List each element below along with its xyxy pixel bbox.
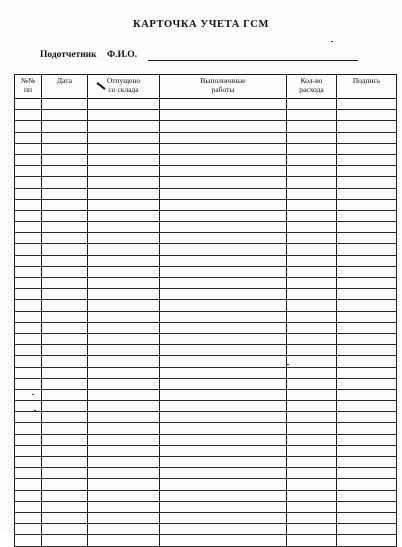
cell-work-done[interactable]: [160, 457, 287, 468]
cell-work-done[interactable]: [160, 423, 287, 434]
cell-signature[interactable]: [337, 222, 397, 233]
cell-signature[interactable]: [337, 389, 397, 400]
fio-field[interactable]: [148, 60, 358, 61]
cell-issued[interactable]: [88, 255, 160, 266]
cell-issued[interactable]: [88, 401, 160, 412]
cell-number[interactable]: [15, 210, 42, 221]
scan-speck: [331, 41, 333, 42]
cell-issued[interactable]: [88, 199, 160, 210]
cell-date[interactable]: [42, 121, 88, 132]
cell-issued[interactable]: [88, 423, 160, 434]
cell-signature[interactable]: [337, 423, 397, 434]
cell-work-done[interactable]: [160, 199, 287, 210]
table-row: [15, 188, 397, 199]
table-row: [15, 356, 397, 367]
cell-date[interactable]: [42, 345, 88, 356]
cell-number[interactable]: [15, 401, 42, 412]
table-row: [15, 210, 397, 221]
cell-issued[interactable]: [88, 322, 160, 333]
cell-number[interactable]: [15, 378, 42, 389]
cell-consumption[interactable]: [287, 356, 337, 367]
cell-date[interactable]: [42, 378, 88, 389]
cell-work-done[interactable]: [160, 367, 287, 378]
table-row: [15, 345, 397, 356]
cell-date[interactable]: [42, 244, 88, 255]
cell-signature[interactable]: [337, 199, 397, 210]
cell-work-done[interactable]: [160, 322, 287, 333]
table-row: [15, 412, 397, 423]
cell-issued[interactable]: [88, 367, 160, 378]
cell-date[interactable]: [42, 535, 88, 546]
cell-consumption[interactable]: [287, 501, 337, 512]
cell-signature[interactable]: [337, 289, 397, 300]
table-row: [15, 99, 397, 110]
cell-date[interactable]: [42, 512, 88, 523]
cell-number[interactable]: [15, 501, 42, 512]
cell-date[interactable]: [42, 524, 88, 535]
cell-issued[interactable]: [88, 412, 160, 423]
cell-signature[interactable]: [337, 501, 397, 512]
cell-number[interactable]: [15, 524, 42, 535]
cell-number[interactable]: [15, 468, 42, 479]
cell-date[interactable]: [42, 154, 88, 165]
column-header-date: Дата: [42, 75, 88, 99]
cell-consumption[interactable]: [287, 266, 337, 277]
cell-work-done[interactable]: [160, 524, 287, 535]
cell-work-done[interactable]: [160, 188, 287, 199]
cell-consumption[interactable]: [287, 333, 337, 344]
cell-consumption[interactable]: [287, 311, 337, 322]
page-title: КАРТОЧКА УЧЕТА ГСМ: [133, 19, 269, 30]
cell-date[interactable]: [42, 99, 88, 110]
table-row: [15, 255, 397, 266]
table-row: [15, 434, 397, 445]
cell-work-done[interactable]: [160, 356, 287, 367]
cell-work-done[interactable]: [160, 289, 287, 300]
cell-number[interactable]: [15, 233, 42, 244]
cell-issued[interactable]: [88, 445, 160, 456]
scan-speck: [287, 364, 289, 365]
cell-work-done[interactable]: [160, 378, 287, 389]
cell-work-done[interactable]: [160, 132, 287, 143]
cell-number[interactable]: [15, 188, 42, 199]
cell-work-done[interactable]: [160, 434, 287, 445]
cell-work-done[interactable]: [160, 210, 287, 221]
cell-consumption[interactable]: [287, 389, 337, 400]
table-row: [15, 289, 397, 300]
cell-consumption[interactable]: [287, 535, 337, 546]
column-header-work-done: Выполненные работы: [160, 75, 287, 99]
cell-signature[interactable]: [337, 121, 397, 132]
cell-issued[interactable]: [88, 490, 160, 501]
table-row: [15, 367, 397, 378]
cell-work-done[interactable]: [160, 278, 287, 289]
cell-signature[interactable]: [337, 412, 397, 423]
cell-date[interactable]: [42, 278, 88, 289]
cell-number[interactable]: [15, 177, 42, 188]
cell-issued[interactable]: [88, 177, 160, 188]
cell-consumption[interactable]: [287, 177, 337, 188]
cell-date[interactable]: [42, 166, 88, 177]
cell-consumption[interactable]: [287, 132, 337, 143]
cell-consumption[interactable]: [287, 367, 337, 378]
cell-signature[interactable]: [337, 154, 397, 165]
cell-date[interactable]: [42, 434, 88, 445]
cell-signature[interactable]: [337, 99, 397, 110]
cell-issued[interactable]: [88, 278, 160, 289]
cell-consumption[interactable]: [287, 412, 337, 423]
cell-date[interactable]: [42, 110, 88, 121]
cell-work-done[interactable]: [160, 121, 287, 132]
cell-number[interactable]: [15, 322, 42, 333]
cell-date[interactable]: [42, 468, 88, 479]
cell-date[interactable]: [42, 132, 88, 143]
cell-date[interactable]: [42, 367, 88, 378]
cell-signature[interactable]: [337, 255, 397, 266]
holder-label: Подотчетник: [40, 50, 97, 60]
cell-number[interactable]: [15, 121, 42, 132]
cell-work-done[interactable]: [160, 490, 287, 501]
cell-number[interactable]: [15, 356, 42, 367]
cell-consumption[interactable]: [287, 222, 337, 233]
cell-work-done[interactable]: [160, 512, 287, 523]
cell-issued[interactable]: [88, 289, 160, 300]
cell-date[interactable]: [42, 412, 88, 423]
cell-signature[interactable]: [337, 266, 397, 277]
cell-date[interactable]: [42, 501, 88, 512]
cell-work-done[interactable]: [160, 177, 287, 188]
cell-signature[interactable]: [337, 132, 397, 143]
table-row: [15, 490, 397, 501]
cell-work-done[interactable]: [160, 412, 287, 423]
cell-work-done[interactable]: [160, 154, 287, 165]
cell-consumption[interactable]: [287, 445, 337, 456]
cell-consumption[interactable]: [287, 110, 337, 121]
cell-consumption[interactable]: [287, 233, 337, 244]
cell-number[interactable]: [15, 300, 42, 311]
cell-number[interactable]: [15, 389, 42, 400]
cell-work-done[interactable]: [160, 401, 287, 412]
cell-date[interactable]: [42, 199, 88, 210]
cell-work-done[interactable]: [160, 345, 287, 356]
cell-signature[interactable]: [337, 333, 397, 344]
cell-work-done[interactable]: [160, 244, 287, 255]
cell-signature[interactable]: [337, 378, 397, 389]
cell-signature[interactable]: [337, 490, 397, 501]
cell-date[interactable]: [42, 300, 88, 311]
cell-number[interactable]: [15, 278, 42, 289]
cell-consumption[interactable]: [287, 244, 337, 255]
cell-date[interactable]: [42, 143, 88, 154]
cell-signature[interactable]: [337, 457, 397, 468]
cell-consumption[interactable]: [287, 199, 337, 210]
cell-number[interactable]: [15, 535, 42, 546]
cell-consumption[interactable]: [287, 255, 337, 266]
cell-date[interactable]: [42, 457, 88, 468]
table-row: [15, 143, 397, 154]
cell-signature[interactable]: [337, 401, 397, 412]
cell-consumption[interactable]: [287, 479, 337, 490]
cell-number[interactable]: [15, 457, 42, 468]
cell-signature[interactable]: [337, 278, 397, 289]
cell-date[interactable]: [42, 188, 88, 199]
cell-consumption[interactable]: [287, 166, 337, 177]
cell-date[interactable]: [42, 233, 88, 244]
cell-issued[interactable]: [88, 356, 160, 367]
cell-issued[interactable]: [88, 222, 160, 233]
cell-signature[interactable]: [337, 445, 397, 456]
cell-work-done[interactable]: [160, 389, 287, 400]
cell-number[interactable]: [15, 199, 42, 210]
cell-issued[interactable]: [88, 154, 160, 165]
cell-date[interactable]: [42, 322, 88, 333]
table-row: [15, 401, 397, 412]
cell-issued[interactable]: [88, 166, 160, 177]
cell-date[interactable]: [42, 266, 88, 277]
cell-work-done[interactable]: [160, 143, 287, 154]
cell-signature[interactable]: [337, 166, 397, 177]
cell-issued[interactable]: [88, 434, 160, 445]
column-header-consumption: Кол-во расхода: [287, 75, 337, 99]
cell-signature[interactable]: [337, 177, 397, 188]
cell-work-done[interactable]: [160, 479, 287, 490]
cell-issued[interactable]: [88, 244, 160, 255]
table-row: [15, 378, 397, 389]
table-row: [15, 311, 397, 322]
cell-work-done[interactable]: [160, 300, 287, 311]
cell-consumption[interactable]: [287, 300, 337, 311]
cell-number[interactable]: [15, 345, 42, 356]
table-row: [15, 166, 397, 177]
cell-signature[interactable]: [337, 143, 397, 154]
cell-consumption[interactable]: [287, 289, 337, 300]
cell-signature[interactable]: [337, 110, 397, 121]
cell-consumption[interactable]: [287, 99, 337, 110]
cell-consumption[interactable]: [287, 188, 337, 199]
cell-issued[interactable]: [88, 468, 160, 479]
cell-issued[interactable]: [88, 457, 160, 468]
cell-signature[interactable]: [337, 244, 397, 255]
cell-issued[interactable]: [88, 524, 160, 535]
table-header-row: [15, 75, 397, 99]
cell-signature[interactable]: [337, 300, 397, 311]
table-row: [15, 278, 397, 289]
cell-date[interactable]: [42, 289, 88, 300]
column-header-number: №№ пп: [15, 75, 42, 99]
cell-signature[interactable]: [337, 535, 397, 546]
cell-work-done[interactable]: [160, 110, 287, 121]
cell-number[interactable]: [15, 266, 42, 277]
cell-number[interactable]: [15, 479, 42, 490]
cell-issued[interactable]: [88, 300, 160, 311]
cell-consumption[interactable]: [287, 490, 337, 501]
cell-consumption[interactable]: [287, 154, 337, 165]
table-row: [15, 222, 397, 233]
table-row: [15, 524, 397, 535]
cell-date[interactable]: [42, 490, 88, 501]
cell-issued[interactable]: [88, 121, 160, 132]
table-row: [15, 154, 397, 165]
cell-signature[interactable]: [337, 311, 397, 322]
cell-signature[interactable]: [337, 367, 397, 378]
table-row: [15, 233, 397, 244]
cell-date[interactable]: [42, 333, 88, 344]
cell-consumption[interactable]: [287, 401, 337, 412]
holder-row: [40, 50, 137, 60]
fuel-table: [14, 74, 397, 547]
cell-consumption[interactable]: [287, 322, 337, 333]
cell-signature[interactable]: [337, 322, 397, 333]
cell-consumption[interactable]: [287, 434, 337, 445]
cell-date[interactable]: [42, 389, 88, 400]
cell-number[interactable]: [15, 154, 42, 165]
cell-consumption[interactable]: [287, 468, 337, 479]
cell-issued[interactable]: [88, 132, 160, 143]
cell-issued[interactable]: [88, 266, 160, 277]
cell-consumption[interactable]: [287, 210, 337, 221]
cell-consumption[interactable]: [287, 345, 337, 356]
cell-issued[interactable]: [88, 143, 160, 154]
scan-speck: [34, 410, 36, 411]
cell-issued[interactable]: [88, 188, 160, 199]
cell-signature[interactable]: [337, 524, 397, 535]
cell-date[interactable]: [42, 177, 88, 188]
cell-work-done[interactable]: [160, 311, 287, 322]
cell-issued[interactable]: [88, 389, 160, 400]
cell-number[interactable]: [15, 166, 42, 177]
cell-date[interactable]: [42, 479, 88, 490]
table-row: [15, 512, 397, 523]
cell-work-done[interactable]: [160, 445, 287, 456]
cell-date[interactable]: [42, 445, 88, 456]
cell-issued[interactable]: [88, 233, 160, 244]
table-row: [15, 468, 397, 479]
cell-number[interactable]: [15, 434, 42, 445]
cell-signature[interactable]: [337, 512, 397, 523]
cell-work-done[interactable]: [160, 468, 287, 479]
table-row: [15, 266, 397, 277]
cell-issued[interactable]: [88, 99, 160, 110]
cell-number[interactable]: [15, 412, 42, 423]
cell-consumption[interactable]: [287, 143, 337, 154]
cell-date[interactable]: [42, 255, 88, 266]
cell-work-done[interactable]: [160, 266, 287, 277]
cell-issued[interactable]: [88, 333, 160, 344]
cell-work-done[interactable]: [160, 166, 287, 177]
table-row: [15, 199, 397, 210]
table-row: [15, 445, 397, 456]
cell-signature[interactable]: [337, 210, 397, 221]
cell-work-done[interactable]: [160, 255, 287, 266]
table-row: [15, 300, 397, 311]
cell-number[interactable]: [15, 423, 42, 434]
cell-number[interactable]: [15, 367, 42, 378]
cell-number[interactable]: [15, 222, 42, 233]
cell-consumption[interactable]: [287, 524, 337, 535]
cell-number[interactable]: [15, 143, 42, 154]
cell-consumption[interactable]: [287, 457, 337, 468]
cell-issued[interactable]: [88, 512, 160, 523]
cell-number[interactable]: [15, 333, 42, 344]
cell-number[interactable]: [15, 311, 42, 322]
cell-consumption[interactable]: [287, 121, 337, 132]
table-row: [15, 177, 397, 188]
cell-number[interactable]: [15, 99, 42, 110]
table-row: [15, 132, 397, 143]
cell-number[interactable]: [15, 132, 42, 143]
cell-issued[interactable]: [88, 345, 160, 356]
table-row: [15, 501, 397, 512]
table-row: [15, 244, 397, 255]
cell-number[interactable]: [15, 110, 42, 121]
table-row: [15, 121, 397, 132]
cell-consumption[interactable]: [287, 378, 337, 389]
cell-signature[interactable]: [337, 345, 397, 356]
cell-issued[interactable]: [88, 378, 160, 389]
cell-number[interactable]: [15, 255, 42, 266]
cell-issued[interactable]: [88, 210, 160, 221]
cell-number[interactable]: [15, 289, 42, 300]
scan-speck: [32, 394, 34, 395]
table-row: [15, 457, 397, 468]
column-header-signature: Подпись: [337, 75, 397, 99]
table-row: [15, 535, 397, 546]
cell-consumption[interactable]: [287, 512, 337, 523]
cell-work-done[interactable]: [160, 222, 287, 233]
cell-date[interactable]: [42, 423, 88, 434]
cell-date[interactable]: [42, 401, 88, 412]
table-row: [15, 479, 397, 490]
table-row: [15, 110, 397, 121]
cell-work-done[interactable]: [160, 99, 287, 110]
cell-consumption[interactable]: [287, 423, 337, 434]
cell-signature[interactable]: [337, 188, 397, 199]
cell-signature[interactable]: [337, 233, 397, 244]
cell-date[interactable]: [42, 356, 88, 367]
table-row: [15, 322, 397, 333]
column-header-issued: Отпущено со склада: [88, 75, 160, 99]
cell-issued[interactable]: [88, 110, 160, 121]
cell-signature[interactable]: [337, 479, 397, 490]
table-row: [15, 423, 397, 434]
cell-number[interactable]: [15, 445, 42, 456]
cell-number[interactable]: [15, 490, 42, 501]
cell-number[interactable]: [15, 244, 42, 255]
cell-number[interactable]: [15, 512, 42, 523]
cell-signature[interactable]: [337, 434, 397, 445]
cell-consumption[interactable]: [287, 278, 337, 289]
cell-work-done[interactable]: [160, 233, 287, 244]
cell-date[interactable]: [42, 222, 88, 233]
fio-label: Ф.И.О.: [107, 50, 138, 60]
cell-issued[interactable]: [88, 479, 160, 490]
cell-issued[interactable]: [88, 311, 160, 322]
cell-work-done[interactable]: [160, 535, 287, 546]
scan-speck: [374, 221, 376, 222]
cell-date[interactable]: [42, 210, 88, 221]
cell-signature[interactable]: [337, 356, 397, 367]
table-row: [15, 333, 397, 344]
table-row: [15, 389, 397, 400]
cell-issued[interactable]: [88, 501, 160, 512]
cell-issued[interactable]: [88, 535, 160, 546]
cell-date[interactable]: [42, 311, 88, 322]
cell-work-done[interactable]: [160, 333, 287, 344]
cell-work-done[interactable]: [160, 501, 287, 512]
cell-signature[interactable]: [337, 468, 397, 479]
